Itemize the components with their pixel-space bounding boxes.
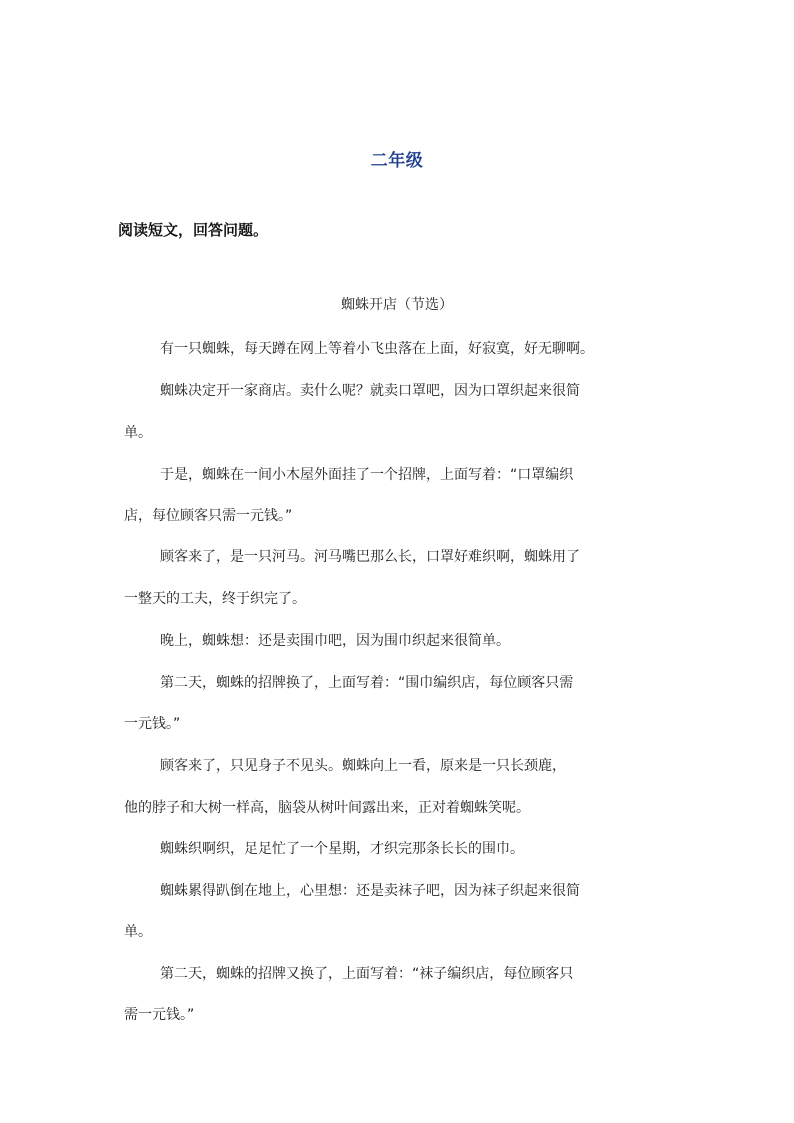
story-title: 蜘蛛开店（节选） <box>341 297 453 313</box>
paragraph-line: 第二天，蜘蛛的招牌换了，上面写着：“围巾编织店，每位顾客只需 <box>160 675 574 691</box>
paragraph-line: 一整天的工夫，终于织完了。 <box>124 591 306 607</box>
paragraph-line: 需一元钱。” <box>124 1007 195 1023</box>
paragraph-line: 店，每位顾客只需一元钱。” <box>124 508 293 524</box>
paragraph-line: 有一只蜘蛛，每天蹲在网上等着小飞虫落在上面，好寂寞，好无聊啊。 <box>160 341 594 357</box>
paragraph-line: 于是，蜘蛛在一间小木屋外面挂了一个招牌，上面写着：“口罩编织 <box>160 467 574 483</box>
paragraph-line: 晚上，蜘蛛想：还是卖围巾吧，因为围巾织起来很简单。 <box>160 633 510 649</box>
instruction-text: 阅读短文，回答问题。 <box>118 221 269 239</box>
paragraph-line: 他的脖子和大树一样高，脑袋从树叶间露出来，正对着蜘蛛笑呢。 <box>124 800 530 816</box>
paragraph-line: 蜘蛛累得趴倒在地上，心里想：还是卖袜子吧，因为袜子织起来很简 <box>160 883 580 899</box>
paragraph-line: 第二天，蜘蛛的招牌又换了，上面写着：“袜子编织店，每位顾客只 <box>160 966 574 982</box>
paragraph-line: 蜘蛛织啊织，足足忙了一个星期，才织完那条长长的围巾。 <box>160 841 524 857</box>
paragraph-line: 顾客来了，只见身子不见头。蜘蛛向上一看，原来是一只长颈鹿， <box>160 758 566 774</box>
paragraph-line: 蜘蛛决定开一家商店。卖什么呢？就卖口罩吧，因为口罩织起来很简 <box>160 383 580 399</box>
paragraph-line: 单。 <box>124 924 152 940</box>
paragraph-line: 单。 <box>124 425 152 441</box>
paragraph-line: 一元钱。” <box>124 716 181 732</box>
page-title: 二年级 <box>370 151 424 171</box>
paragraph-line: 顾客来了，是一只河马。河马嘴巴那么长，口罩好难织啊，蜘蛛用了 <box>160 549 580 565</box>
